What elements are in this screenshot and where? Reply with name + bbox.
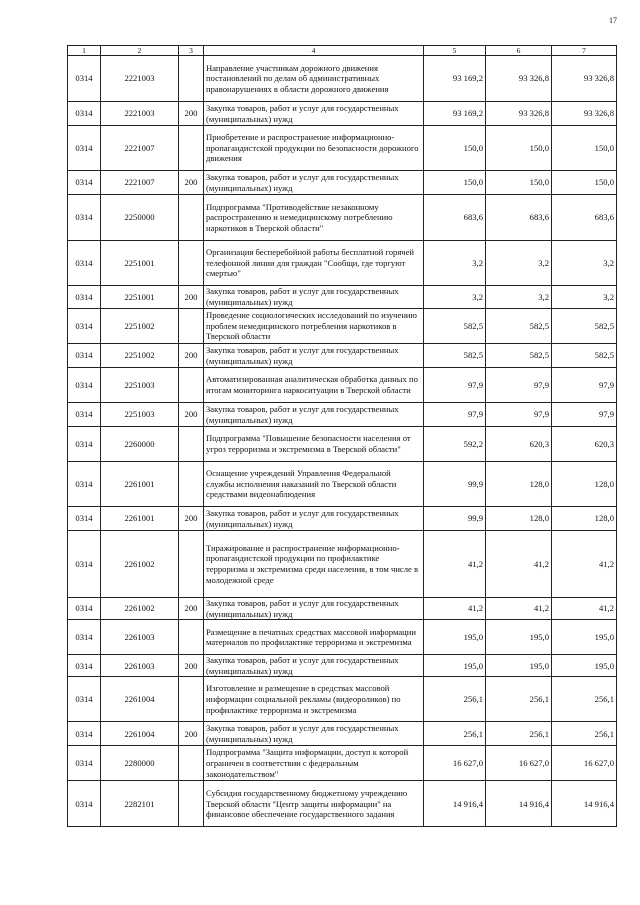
article-cell: 2261001 <box>101 507 179 531</box>
value-col5-cell: 99,9 <box>424 462 486 507</box>
table-row <box>68 722 617 746</box>
article-cell: 2251002 <box>101 344 179 368</box>
value-col7-cell: 93 326,8 <box>552 102 617 126</box>
description-cell: Оснащение учреждений Управления Федеральной службы исполнения наказаний по Тверской области средствами видеонаблюдения <box>204 462 424 507</box>
code-cell: 0314 <box>68 746 101 781</box>
description-cell: Автоматизированная аналитическая обработка данных по итогам мониторинга наркоситуации в Тверской области <box>204 368 424 403</box>
description-cell: Закупка товаров, работ и услуг для государственных (муниципальных) нужд <box>204 403 424 427</box>
value-col6-cell: 150,0 <box>486 171 552 195</box>
col-header-3: 3 <box>179 46 204 56</box>
value-col7-cell: 16 627,0 <box>552 746 617 781</box>
code-cell: 0314 <box>68 126 101 171</box>
description-cell: Закупка товаров, работ и услуг для государственных (муниципальных) нужд <box>204 507 424 531</box>
expense-kind-cell <box>179 531 204 598</box>
article-cell: 2251003 <box>101 368 179 403</box>
article-cell: 2251002 <box>101 309 179 344</box>
table-row <box>68 286 617 309</box>
value-col6-cell: 128,0 <box>486 507 552 531</box>
description-cell: Закупка товаров, работ и услуг для государственных (муниципальных) нужд <box>204 655 424 677</box>
col-header-4: 4 <box>204 46 424 56</box>
article-cell: 2251003 <box>101 403 179 427</box>
value-col5-cell: 97,9 <box>424 403 486 427</box>
value-col7-cell: 256,1 <box>552 722 617 746</box>
table-row <box>68 598 617 620</box>
value-col7-cell: 3,2 <box>552 241 617 286</box>
code-cell: 0314 <box>68 309 101 344</box>
value-col6-cell: 195,0 <box>486 620 552 655</box>
value-col6-cell: 620,3 <box>486 427 552 462</box>
value-col5-cell: 41,2 <box>424 531 486 598</box>
value-col5-cell: 582,5 <box>424 344 486 368</box>
table-row <box>68 195 617 241</box>
article-cell: 2260000 <box>101 427 179 462</box>
code-cell: 0314 <box>68 598 101 620</box>
code-cell: 0314 <box>68 531 101 598</box>
expense-kind-cell <box>179 195 204 241</box>
value-col6-cell: 683,6 <box>486 195 552 241</box>
table-row <box>68 655 617 677</box>
value-col6-cell: 195,0 <box>486 655 552 677</box>
value-col6-cell: 97,9 <box>486 403 552 427</box>
code-cell: 0314 <box>68 286 101 309</box>
expense-kind-cell <box>179 56 204 102</box>
expense-kind-cell <box>179 427 204 462</box>
table-row <box>68 620 617 655</box>
expense-kind-cell <box>179 241 204 286</box>
column-numbers-row <box>68 46 617 56</box>
description-cell: Субсидия государственному бюджетному учреждению Тверской области "Центр защиты информации" на финансовое обеспечение государственного задания <box>204 781 424 827</box>
table-row <box>68 781 617 827</box>
expense-kind-cell <box>179 781 204 827</box>
article-cell: 2221007 <box>101 126 179 171</box>
description-cell: Закупка товаров, работ и услуг для государственных (муниципальных) нужд <box>204 286 424 309</box>
description-cell: Подпрограмма "Защита информации, доступ к которой ограничен в соответствии с федеральным законодательством" <box>204 746 424 781</box>
value-col5-cell: 256,1 <box>424 677 486 722</box>
value-col5-cell: 14 916,4 <box>424 781 486 827</box>
code-cell: 0314 <box>68 241 101 286</box>
code-cell: 0314 <box>68 56 101 102</box>
table-row <box>68 507 617 531</box>
value-col7-cell: 128,0 <box>552 462 617 507</box>
value-col7-cell: 150,0 <box>552 171 617 195</box>
code-cell: 0314 <box>68 403 101 427</box>
description-cell: Закупка товаров, работ и услуг для государственных (муниципальных) нужд <box>204 598 424 620</box>
expense-kind-cell: 200 <box>179 598 204 620</box>
article-cell: 2250000 <box>101 195 179 241</box>
value-col6-cell: 41,2 <box>486 531 552 598</box>
description-cell: Закупка товаров, работ и услуг для государственных (муниципальных) нужд <box>204 722 424 746</box>
value-col5-cell: 93 169,2 <box>424 102 486 126</box>
description-cell: Подпрограмма "Противодействие незаконному распространению и немедицинскому потреблению наркотиков в Тверской области" <box>204 195 424 241</box>
col-header-1: 1 <box>68 46 101 56</box>
expense-kind-cell <box>179 677 204 722</box>
description-cell: Закупка товаров, работ и услуг для государственных (муниципальных) нужд <box>204 102 424 126</box>
code-cell: 0314 <box>68 781 101 827</box>
expense-kind-cell: 200 <box>179 722 204 746</box>
value-col7-cell: 97,9 <box>552 368 617 403</box>
table-row <box>68 102 617 126</box>
code-cell: 0314 <box>68 620 101 655</box>
expense-kind-cell <box>179 620 204 655</box>
article-cell: 2261001 <box>101 462 179 507</box>
table-row <box>68 241 617 286</box>
article-cell: 2251001 <box>101 286 179 309</box>
value-col5-cell: 195,0 <box>424 655 486 677</box>
value-col6-cell: 128,0 <box>486 462 552 507</box>
value-col6-cell: 97,9 <box>486 368 552 403</box>
description-cell: Приобретение и распространение информационно-пропагандистской продукции по безопасности дорожного движения <box>204 126 424 171</box>
value-col7-cell: 582,5 <box>552 309 617 344</box>
value-col6-cell: 582,5 <box>486 309 552 344</box>
value-col5-cell: 93 169,2 <box>424 56 486 102</box>
article-cell: 2280000 <box>101 746 179 781</box>
value-col5-cell: 150,0 <box>424 171 486 195</box>
expense-kind-cell <box>179 368 204 403</box>
expense-kind-cell <box>179 746 204 781</box>
article-cell: 2261002 <box>101 531 179 598</box>
value-col6-cell: 256,1 <box>486 677 552 722</box>
value-col7-cell: 150,0 <box>552 126 617 171</box>
table-row <box>68 746 617 781</box>
article-cell: 2221003 <box>101 56 179 102</box>
expense-kind-cell: 200 <box>179 344 204 368</box>
col-header-5: 5 <box>424 46 486 56</box>
article-cell: 2261003 <box>101 655 179 677</box>
article-cell: 2261004 <box>101 722 179 746</box>
article-cell: 2221007 <box>101 171 179 195</box>
value-col7-cell: 683,6 <box>552 195 617 241</box>
value-col5-cell: 256,1 <box>424 722 486 746</box>
expense-kind-cell <box>179 309 204 344</box>
code-cell: 0314 <box>68 195 101 241</box>
code-cell: 0314 <box>68 507 101 531</box>
description-cell: Направление участникам дорожного движения постановлений по делам об административных правонарушениях в области дорожного движения <box>204 56 424 102</box>
code-cell: 0314 <box>68 655 101 677</box>
table-row <box>68 368 617 403</box>
description-cell: Подпрограмма "Повышение безопасности населения от угроз терроризма и экстремизма в Тверской области" <box>204 427 424 462</box>
expense-kind-cell: 200 <box>179 655 204 677</box>
value-col7-cell: 14 916,4 <box>552 781 617 827</box>
value-col6-cell: 3,2 <box>486 241 552 286</box>
value-col7-cell: 41,2 <box>552 531 617 598</box>
code-cell: 0314 <box>68 462 101 507</box>
value-col7-cell: 97,9 <box>552 403 617 427</box>
table-row <box>68 531 617 598</box>
table-row <box>68 677 617 722</box>
expense-kind-cell: 200 <box>179 403 204 427</box>
value-col7-cell: 582,5 <box>552 344 617 368</box>
description-cell: Проведение социологических исследований по изучению проблем немедицинского потребления наркотиков в Тверской области <box>204 309 424 344</box>
value-col7-cell: 195,0 <box>552 655 617 677</box>
value-col5-cell: 683,6 <box>424 195 486 241</box>
value-col5-cell: 99,9 <box>424 507 486 531</box>
value-col7-cell: 41,2 <box>552 598 617 620</box>
code-cell: 0314 <box>68 722 101 746</box>
table-row <box>68 126 617 171</box>
article-cell: 2221003 <box>101 102 179 126</box>
value-col7-cell: 128,0 <box>552 507 617 531</box>
value-col7-cell: 93 326,8 <box>552 56 617 102</box>
col-header-2: 2 <box>101 46 179 56</box>
description-cell: Размещение в печатных средствах массовой информации материалов по профилактике терроризма и экстремизма <box>204 620 424 655</box>
value-col5-cell: 3,2 <box>424 241 486 286</box>
code-cell: 0314 <box>68 171 101 195</box>
description-cell: Изготовление и размещение в средствах массовой информации социальной рекламы (видеороликов) по профилактике терроризма и экстремизма <box>204 677 424 722</box>
value-col6-cell: 150,0 <box>486 126 552 171</box>
value-col5-cell: 16 627,0 <box>424 746 486 781</box>
description-cell: Организация бесперебойной работы бесплатной горячей телефонной линии для граждан "Сообщи, где торгуют смертью" <box>204 241 424 286</box>
table-row <box>68 171 617 195</box>
col-header-7: 7 <box>552 46 617 56</box>
value-col6-cell: 93 326,8 <box>486 56 552 102</box>
article-cell: 2251001 <box>101 241 179 286</box>
article-cell: 2261004 <box>101 677 179 722</box>
value-col6-cell: 16 627,0 <box>486 746 552 781</box>
value-col6-cell: 582,5 <box>486 344 552 368</box>
table-row <box>68 344 617 368</box>
value-col5-cell: 582,5 <box>424 309 486 344</box>
description-cell: Закупка товаров, работ и услуг для государственных (муниципальных) нужд <box>204 171 424 195</box>
expense-kind-cell: 200 <box>179 507 204 531</box>
description-cell: Закупка товаров, работ и услуг для государственных (муниципальных) нужд <box>204 344 424 368</box>
value-col6-cell: 256,1 <box>486 722 552 746</box>
article-cell: 2261002 <box>101 598 179 620</box>
expense-kind-cell <box>179 462 204 507</box>
expense-kind-cell <box>179 126 204 171</box>
description-cell: Тиражирование и распространение информационно-пропагандистской продукции по профилактике терроризма и экстремизма среди населения, в том числе в молодежной среде <box>204 531 424 598</box>
code-cell: 0314 <box>68 344 101 368</box>
table-row <box>68 56 617 102</box>
value-col7-cell: 195,0 <box>552 620 617 655</box>
value-col7-cell: 256,1 <box>552 677 617 722</box>
value-col7-cell: 620,3 <box>552 427 617 462</box>
code-cell: 0314 <box>68 677 101 722</box>
value-col5-cell: 592,2 <box>424 427 486 462</box>
table-row <box>68 462 617 507</box>
table-row <box>68 309 617 344</box>
value-col5-cell: 41,2 <box>424 598 486 620</box>
article-cell: 2261003 <box>101 620 179 655</box>
value-col5-cell: 97,9 <box>424 368 486 403</box>
code-cell: 0314 <box>68 368 101 403</box>
expense-kind-cell: 200 <box>179 171 204 195</box>
value-col6-cell: 93 326,8 <box>486 102 552 126</box>
value-col6-cell: 3,2 <box>486 286 552 309</box>
table-row <box>68 427 617 462</box>
value-col6-cell: 14 916,4 <box>486 781 552 827</box>
table-row <box>68 403 617 427</box>
code-cell: 0314 <box>68 102 101 126</box>
value-col7-cell: 3,2 <box>552 286 617 309</box>
article-cell: 2282101 <box>101 781 179 827</box>
value-col5-cell: 195,0 <box>424 620 486 655</box>
page-number: 17 <box>609 16 617 25</box>
value-col6-cell: 41,2 <box>486 598 552 620</box>
col-header-6: 6 <box>486 46 552 56</box>
expense-kind-cell: 200 <box>179 286 204 309</box>
code-cell: 0314 <box>68 427 101 462</box>
value-col5-cell: 3,2 <box>424 286 486 309</box>
budget-table <box>67 45 617 827</box>
expense-kind-cell: 200 <box>179 102 204 126</box>
value-col5-cell: 150,0 <box>424 126 486 171</box>
